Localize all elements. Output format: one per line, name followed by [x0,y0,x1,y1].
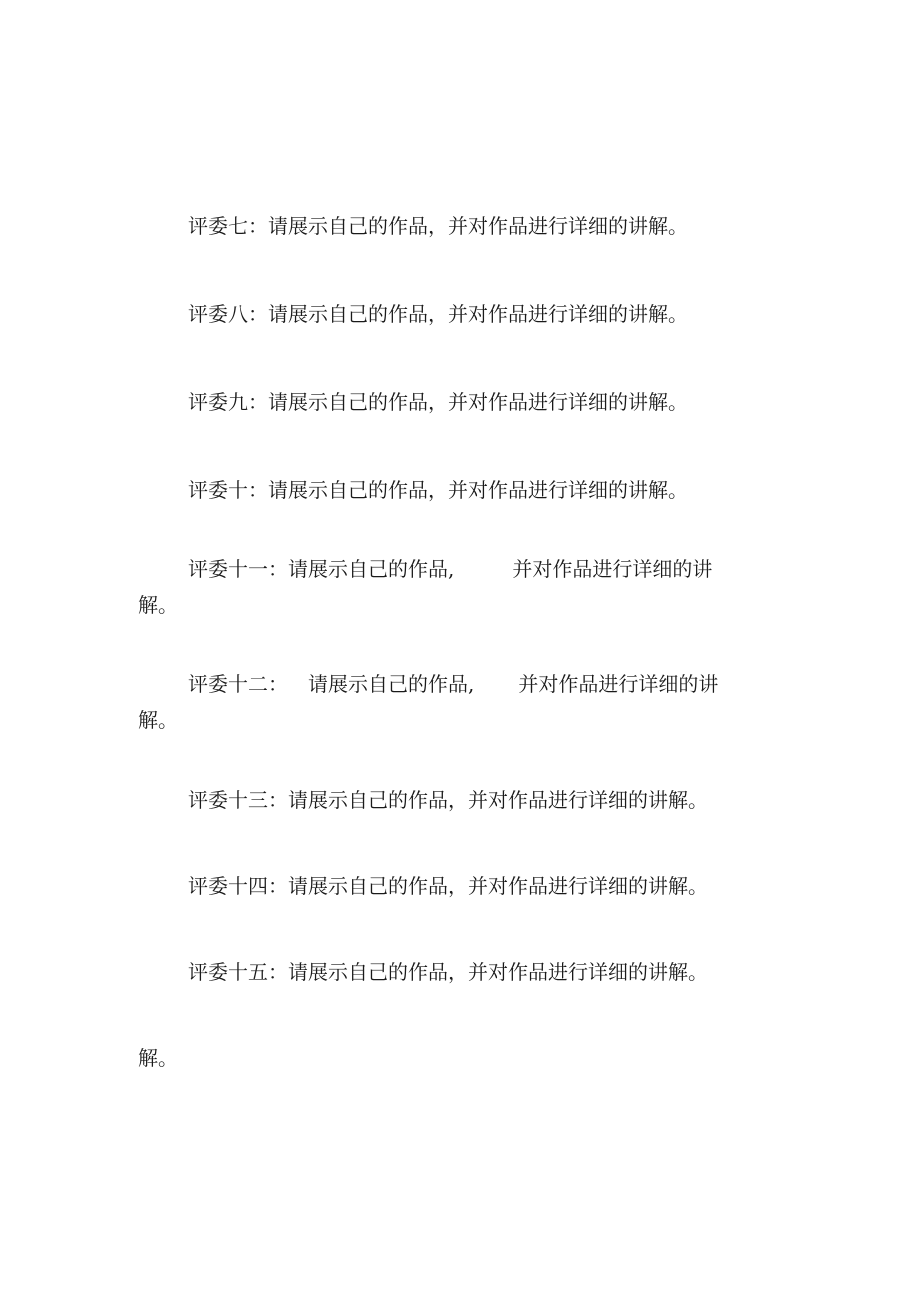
paragraph-text-part2: 并对作品进行详细的讲 [512,557,713,581]
paragraph-text: 请展示自己的作品，并对作品进行详细的讲解。 [268,390,688,414]
paragraph-judge-10 [138,472,758,508]
paragraph-judge-13 [138,782,758,818]
speaker-label: 评委十： [188,478,268,502]
paragraph-judge-8 [138,296,758,332]
paragraph-text: 请展示自己的作品，并对作品进行详细的讲解。 [268,478,688,502]
speaker-label: 评委十三： [188,788,288,812]
paragraph-wrap-line: 解。 [138,593,178,617]
paragraph-text: 请展示自己的作品，并对作品进行详细的讲解。 [288,874,708,898]
speaker-label: 评委十一： [188,557,288,581]
paragraph-text: 请展示自己的作品，并对作品进行详细的讲解。 [268,214,688,238]
paragraph-text: 请展示自己的作品，并对作品进行详细的讲解。 [268,302,688,326]
paragraph-text-part1: 请展示自己的作品, [308,672,475,696]
trailing-fragment: 解。 [138,1046,178,1070]
paragraph-judge-15 [138,954,758,990]
speaker-label: 评委十二： [188,672,288,696]
paragraph-text: 请展示自己的作品，并对作品进行详细的讲解。 [288,788,708,812]
paragraph-text-part1: 请展示自己的作品, [288,557,455,581]
paragraph-judge-11 [138,551,758,623]
paragraph-text-part2: 并对作品进行详细的讲 [518,672,719,696]
paragraph-judge-7 [138,208,758,244]
paragraph-text: 请展示自己的作品，并对作品进行详细的讲解。 [288,960,708,984]
paragraph-judge-14 [138,868,758,904]
paragraph-wrap-line: 解。 [138,708,178,732]
speaker-label: 评委八： [188,302,268,326]
paragraph-judge-9 [138,384,758,420]
speaker-label: 评委十五： [188,960,288,984]
speaker-label: 评委七： [188,214,268,238]
speaker-label: 评委九： [188,390,268,414]
paragraph-judge-12 [138,666,758,738]
speaker-label: 评委十四： [188,874,288,898]
